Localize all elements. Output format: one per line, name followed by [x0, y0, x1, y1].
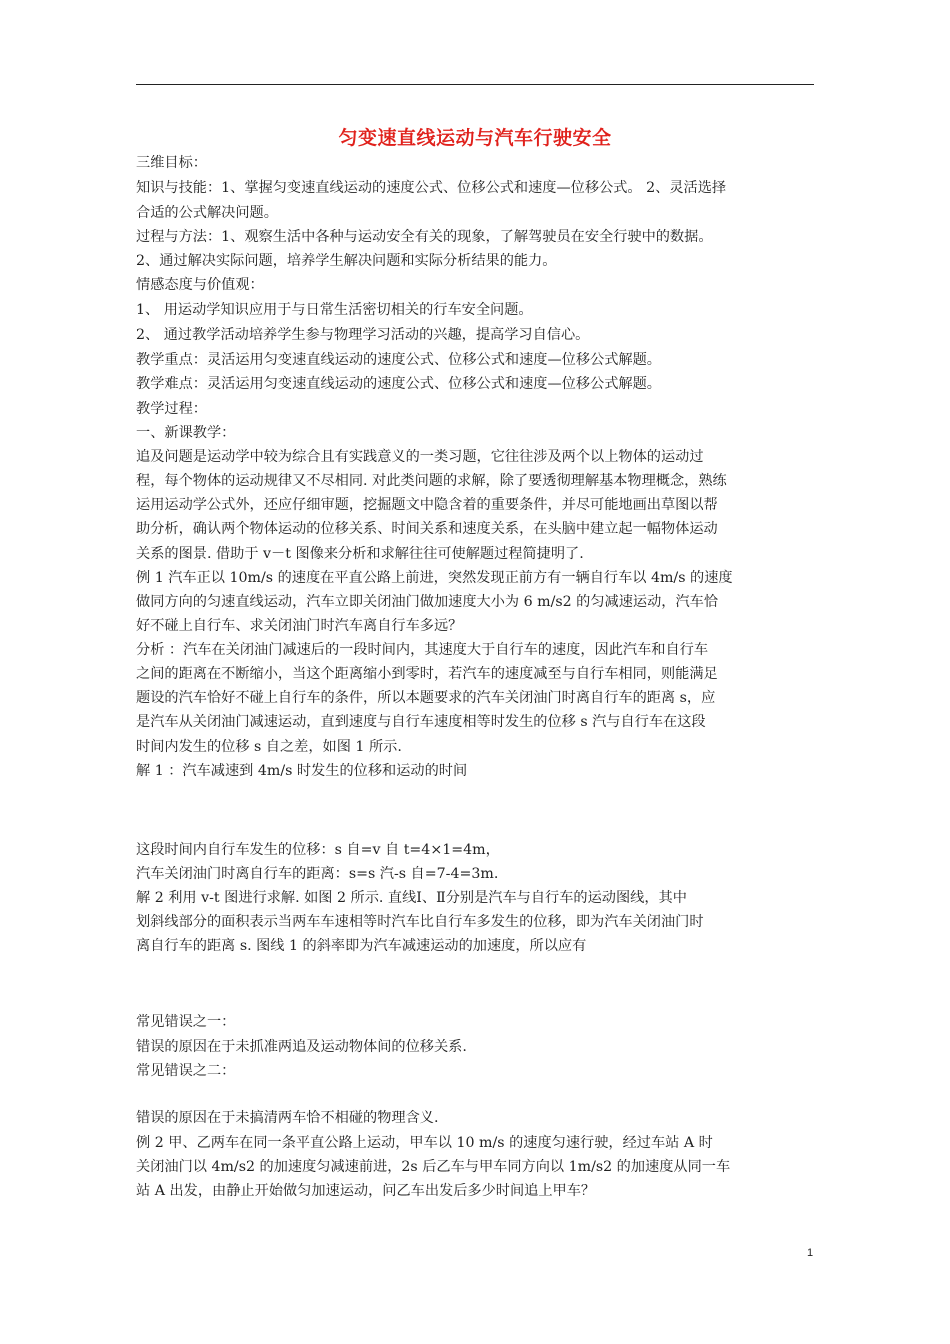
text-line: 题设的汽车恰好不碰上自行车的条件，所以本题要求的汽车关闭油门时离自行车的距离 s，应: [136, 690, 716, 706]
text-line: 好不碰上自行车、求关闭油门时汽车离自行车多远？: [136, 618, 463, 634]
text-line: 例 1 汽车正以 10m/s 的速度在平直公路上前进，突然发现正前方有一辆自行车以 4m/s 的速度: [136, 570, 733, 586]
text-line: 教学难点：灵活运用匀变速直线运动的速度公式、位移公式和速度—位移公式解题。: [136, 376, 661, 392]
text-line: 情感态度与价值观：: [136, 277, 264, 293]
text-line: 关系的图景. 借助于 v－t 图像来分析和求解往往可使解题过程简捷明了.: [136, 546, 584, 562]
text-line: 追及问题是运动学中较为综合且有实践意义的一类习题，它往往涉及两个以上物体的运动过: [136, 449, 704, 465]
text-line: 过程与方法：1、观察生活中各种与运动安全有关的现象，了解驾驶员在安全行驶中的数据。: [136, 229, 713, 245]
document-title: 匀变速直线运动与汽车行驶安全: [338, 127, 612, 149]
text-line: 错误的原因在于未抓准两追及运动物体间的位移关系.: [136, 1039, 467, 1055]
text-line: 分析 ：汽车在关闭油门减速后的一段时间内，其速度大于自行车的速度，因此汽车和自行车: [136, 642, 709, 658]
text-line: 时间内发生的位移 s 自之差，如图 1 所示.: [136, 739, 402, 755]
text-line: 教学重点：灵活运用匀变速直线运动的速度公式、位移公式和速度—位移公式解题。: [136, 352, 661, 368]
text-line: 错误的原因在于未搞清两车恰不相碰的物理含义.: [136, 1110, 439, 1126]
text-line: 关闭油门以 4m/s2 的加速度匀减速前进，2s 后乙车与甲车同方向以 1m/s2 的加速度从同一车: [136, 1159, 731, 1175]
text-line: 教学过程：: [136, 401, 207, 417]
text-line: 例 2 甲、乙两车在同一条平直公路上运动，甲车以 10 m/s 的速度匀速行驶，经过车站 A 时: [136, 1135, 713, 1151]
text-line: 助分析，确认两个物体运动的位移关系、时间关系和速度关系，在头脑中建立起一幅物体运动: [136, 521, 718, 537]
text-line: 1、 用运动学知识应用于与日常生活密切相关的行车安全问题。: [136, 302, 533, 318]
text-line: 做同方向的匀速直线运动，汽车立即关闭油门做加速度大小为 6 m/s2 的匀减速运动，汽车恰: [136, 594, 719, 610]
text-line: 之间的距离在不断缩小，当这个距离缩小到零时，若汽车的速度减至与自行车相同，则能满足: [136, 666, 718, 682]
text-line: 站 A 出发，由静止开始做匀加速运动，问乙车出发后多少时间追上甲车？: [136, 1183, 596, 1199]
header-rule: [136, 84, 814, 85]
text-line: 常见错误之一：: [136, 1014, 236, 1030]
text-line: 划斜线部分的面积表示当两车车速相等时汽车比自行车多发生的位移，即为汽车关闭油门时: [136, 914, 704, 930]
text-line: 运用运动学公式外，还应仔细审题，挖掘题文中隐含着的重要条件，并尽可能地画出草图以帮: [136, 497, 718, 513]
text-line: 常见错误之二：: [136, 1063, 236, 1079]
text-line: 知识与技能：1、掌握匀变速直线运动的速度公式、位移公式和速度—位移公式。 2、灵活选择: [136, 180, 727, 196]
text-line: 一、新课教学：: [136, 425, 236, 441]
text-line: 汽车关闭油门时离自行车的距离：s=s 汽-s 自=7-4=3m.: [136, 866, 499, 882]
page-number: 1: [807, 1247, 814, 1259]
text-line: 这段时间内自行车发生的位移：s 自=v 自 t=4×1=4m，: [136, 842, 500, 858]
text-line: 程，每个物体的运动规律又不尽相同. 对此类问题的求解，除了要透彻理解基本物理概念，熟练: [136, 473, 727, 489]
text-line: 离自行车的距离 s. 图线 1 的斜率即为汽车减速运动的加速度，所以应有: [136, 938, 587, 954]
text-line: 三维目标：: [136, 155, 207, 171]
text-line: 是汽车从关闭油门减速运动，直到速度与自行车速度相等时发生的位移 s 汽与自行车在这段: [136, 714, 706, 730]
text-line: 2、 通过教学活动培养学生参与物理学习活动的兴趣，提高学习自信心。: [136, 327, 590, 343]
text-line: 合适的公式解决问题。: [136, 205, 278, 221]
text-line: 解 2 利用 v-t 图进行求解. 如图 2 所示. 直线Ⅰ、Ⅱ分别是汽车与自行车的运动图线，其中: [136, 890, 687, 906]
text-line: 2、通过解决实际问题，培养学生解决问题和实际分析结果的能力。: [136, 253, 557, 269]
text-line: 解 1 ：汽车减速到 4m/s 时发生的位移和运动的时间: [136, 763, 468, 779]
